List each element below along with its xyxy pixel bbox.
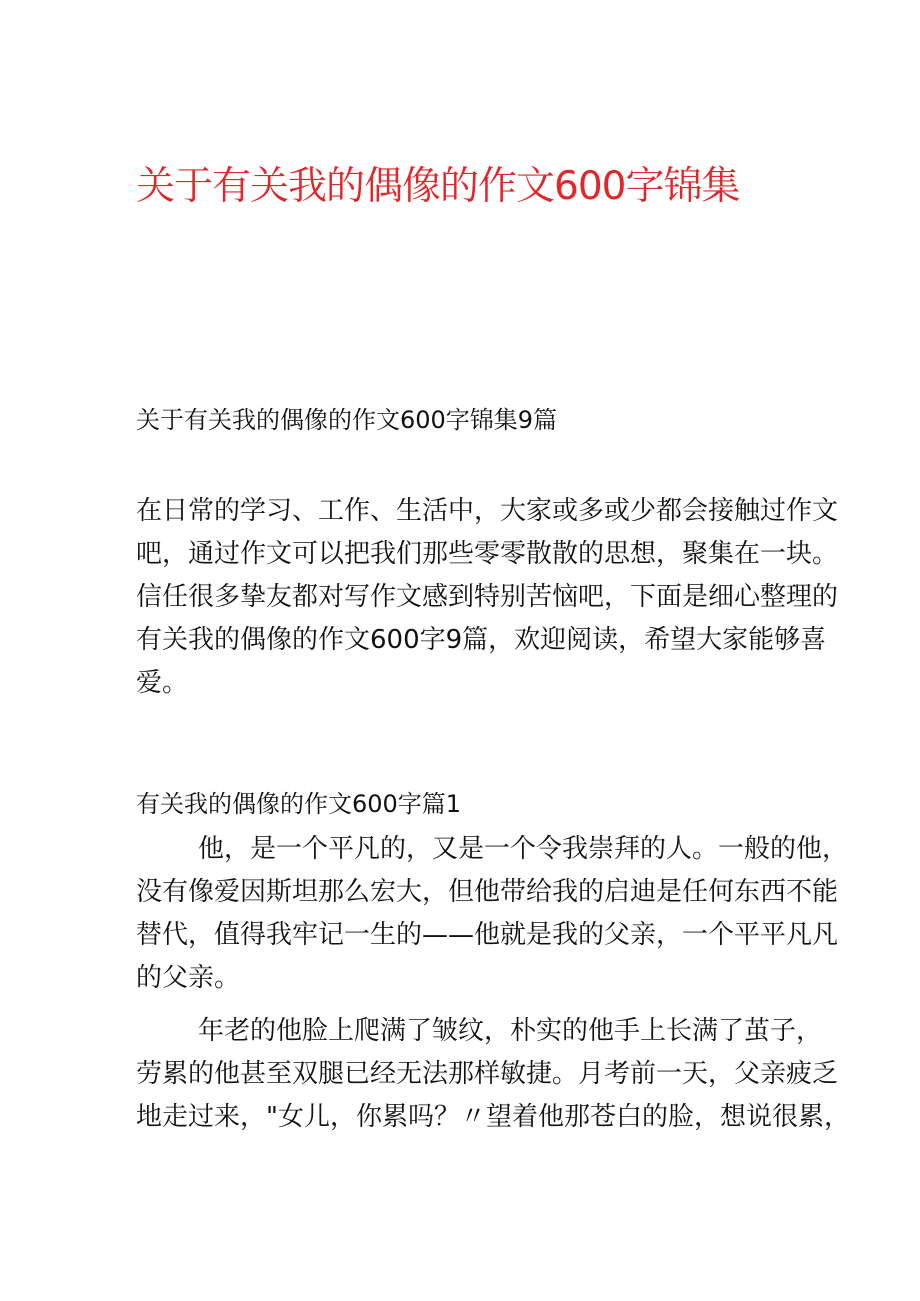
paragraph-line: 地走过来，"女儿，你累吗？〃望着他那苍白的脸，想说很累， — [136, 1102, 850, 1132]
paragraph-line: 劳累的他甚至双腿已经无法那样敏捷。月考前一天，父亲疲乏 — [136, 1059, 839, 1089]
essay-body — [136, 828, 850, 1149]
essay-paragraph-2 — [136, 1010, 850, 1139]
intro-line: 有关我的偶像的作文600字9篇，欢迎阅读，希望大家能够喜 — [136, 625, 827, 655]
document-title: 关于有关我的偶像的作文600字锦集 — [136, 164, 740, 209]
essay-paragraph-1 — [136, 828, 849, 1000]
intro-line: 吧，通过作文可以把我们那些零零散散的思想，聚集在一块。 — [136, 539, 839, 569]
intro-line: 爱。 — [136, 668, 189, 698]
intro-line: 在日常的学习、工作、生活中，大家或多或少都会接触过作文 — [136, 496, 839, 526]
intro-line: 信任很多挚友都对写作文感到特别苦恼吧，下面是细心整理的 — [136, 582, 839, 612]
paragraph-line: 的父亲。 — [136, 963, 241, 993]
intro-paragraph — [136, 490, 839, 705]
section-heading: 有关我的偶像的作文600字篇1 — [136, 790, 462, 818]
paragraph-line: 没有像爱因斯坦那么宏大，但他带给我的启迪是任何东西不能 — [136, 877, 839, 907]
paragraph-line: 他，是一个平凡的，又是一个令我崇拜的人。一般的他， — [198, 834, 849, 864]
paragraph-line: 年老的他脸上爬满了皱纹，朴实的他手上长满了茧子， — [198, 1016, 823, 1046]
document-subtitle: 关于有关我的偶像的作文600字锦集9篇 — [136, 406, 558, 434]
paragraph-line: 替代，值得我牢记一生的——他就是我的父亲，一个平平凡凡 — [136, 920, 839, 950]
